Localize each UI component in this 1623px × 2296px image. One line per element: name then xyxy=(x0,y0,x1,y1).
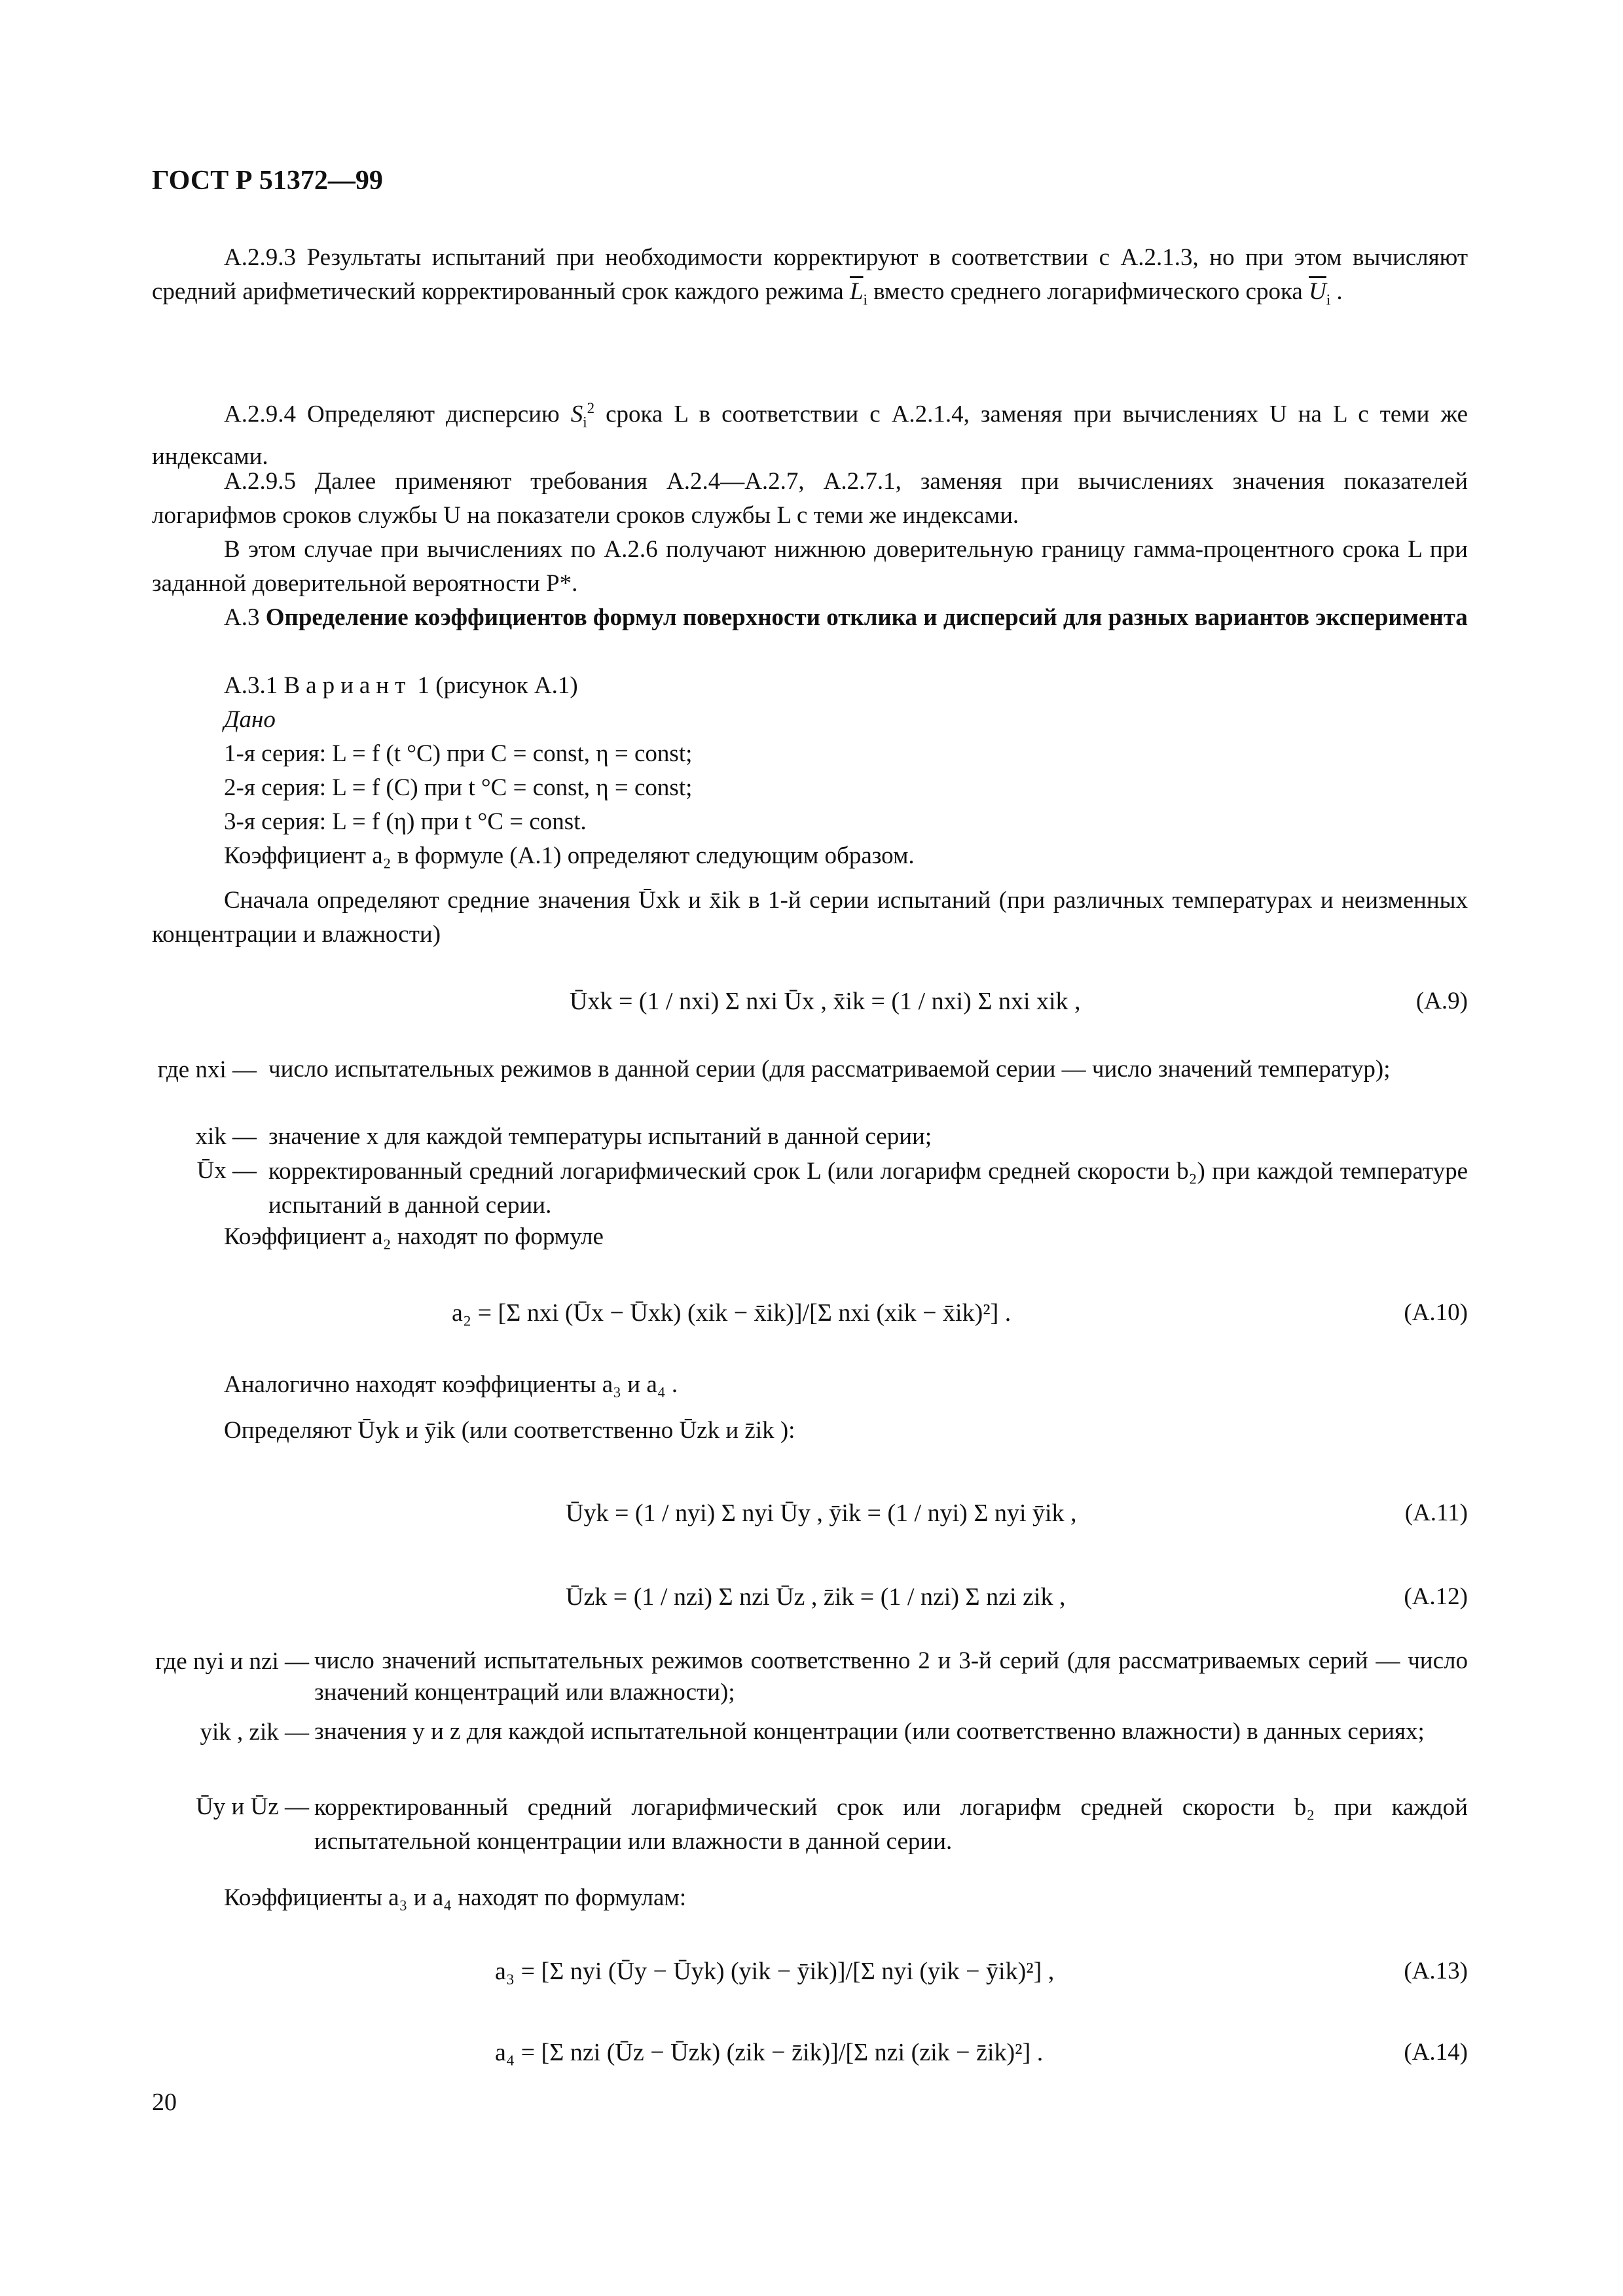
paragraph-a293-text-a: А.2.9.3 Результаты испытаний при необходимости корректируют в соответствии с А.2.1.3, но при этом вычисляют средний арифметический корректированный срок каждого режима xyxy=(152,244,1468,305)
document-header: ГОСТ Р 51372—99 xyxy=(152,166,383,196)
coefficient-a2-intro: Коэффициент a₂ в формуле (А.1) определяют следующим образом. xyxy=(224,842,915,869)
equation-a9-number: (А.9) xyxy=(1415,988,1468,1014)
subsection-a31-word: Вариант xyxy=(283,672,412,699)
symbol-s-sup: 2 xyxy=(587,400,595,416)
page-number: 20 xyxy=(152,2089,177,2116)
equation-a10-number: (А.10) xyxy=(1404,1299,1468,1326)
paragraph-a293 xyxy=(152,241,1468,317)
definition-desc-uy-uz: корректированный средний логарифмический срок или логарифм средней скорости b₂ при каждой испытательной концентрации или влажности в данной серии. xyxy=(314,1794,1468,1855)
given-label-text: Дано xyxy=(224,706,276,733)
equation-a14: a₄ = [Σ nzi (Ūz − Ūzk) (zik − z̄ik)]/[Σ nzi (zik − z̄ik)²] . xyxy=(495,2039,1044,2066)
definition-term-nyi-nzi: где nyi и nzi — xyxy=(155,1648,309,1675)
symbol-u-bar-sub: i xyxy=(1326,291,1331,308)
paragraph-means: Сначала определяют средние значения Ūxk и x̄ik в 1-й серии испытаний (при различных температурах и неизменных концентрации и влажности) xyxy=(152,887,1468,948)
symbol-u-bar: $\overline{U}$ xyxy=(1309,278,1326,305)
subsection-a31-number: А.3.1 xyxy=(224,672,278,699)
section-a3-title: Определение коэффициентов формул поверхности отклика и дисперсий для разных вариантов эксперимента xyxy=(265,604,1468,631)
definition-term-ux: Ūx — xyxy=(196,1157,257,1184)
symbol-s: S xyxy=(570,401,583,428)
coefficients-a3-a4-formulas-intro: Коэффициенты a₃ и a₄ находят по формулам: xyxy=(224,1884,687,1911)
series-3: 3-я серия: L = f (η) при t °C = const. xyxy=(224,808,587,835)
paragraph-a294-text-a: А.2.9.4 Определяют дисперсию xyxy=(224,401,560,428)
coefficients-a3-a4-intro: Аналогично находят коэффициенты a₃ и a₄ . xyxy=(224,1371,678,1398)
definition-desc-nxi: число испытательных режимов в данной серии (для рассматриваемой серии — число значений температур); xyxy=(268,1056,1391,1083)
determine-yk-zk: Определяют Ūyk и ȳik (или соответственно Ūzk и z̄ik ): xyxy=(224,1417,795,1444)
definition-term-uy-uz: Ūy и Ūz — xyxy=(196,1793,309,1820)
equation-a12: Ūzk = (1 / nzi) Σ nzi Ūz , z̄ik = (1 / nzi) Σ nzi zik , xyxy=(566,1583,1066,1611)
series-1: 1-я серия: L = f (t °C) при C = const, η = const; xyxy=(224,740,693,767)
paragraph-gamma: В этом случае при вычислениях по А.2.6 получают нижнюю доверительную границу гамма-процентного срока L при заданной доверительной вероятности P*. xyxy=(152,536,1468,597)
paragraph-a293-text-b: вместо среднего логарифмического срока xyxy=(873,278,1303,305)
equation-a10: a₂ = [Σ nxi (Ūx − Ūxk) (xik − x̄ik)]/[Σ nxi (xik − x̄ik)²] . xyxy=(452,1299,1012,1327)
equation-a12-number: (А.12) xyxy=(1404,1583,1468,1610)
definition-desc-yik-zik: значения y и z для каждой испытательной концентрации (или соответственно влажности) в данных сериях; xyxy=(314,1718,1425,1745)
equation-a13-number: (А.13) xyxy=(1404,1958,1468,1984)
definition-term-xik: xik — xyxy=(195,1123,257,1150)
definition-desc-nyi-nzi: число значений испытательных режимов соответственно 2 и 3-й серий (для рассматриваемых серий — число значений концентраций или влажности); xyxy=(314,1647,1468,1706)
equation-a9: Ūxk = (1 / nxi) Σ nxi Ūx , x̄ik = (1 / nxi) Σ nxi xik , xyxy=(570,988,1081,1015)
definition-desc-xik: значение x для каждой температуры испытаний в данной серии; xyxy=(268,1123,932,1150)
subsection-a31 xyxy=(224,669,578,703)
paragraph-a294-text-b: срока L в соответствии с А.2.1.4, заменяя при вычислениях U на L с теми же индексами. xyxy=(152,401,1468,470)
section-a3-number: А.3 xyxy=(224,604,260,631)
symbol-l-bar-sub: i xyxy=(863,291,867,308)
paragraph-a295: А.2.9.5 Далее применяют требования А.2.4—А.2.7, А.2.7.1, заменяя при вычислениях значения показателей логарифмов сроков службы U на показатели сроков службы L с теми же индексами. xyxy=(152,468,1468,529)
paragraph-a294 xyxy=(152,391,1468,474)
paragraph-a293-text-c: . xyxy=(1336,278,1343,305)
equation-a14-number: (А.14) xyxy=(1404,2039,1468,2066)
equation-a11: Ūyk = (1 / nyi) Σ nyi Ūy , ȳik = (1 / nyi) Σ nyi ȳik , xyxy=(566,1499,1077,1527)
symbol-s-sub: i xyxy=(583,414,587,431)
section-a3-heading xyxy=(152,601,1468,635)
definition-desc-ux: корректированный средний логарифмический срок L (или логарифм средней скорости b₂) при каждой температуре испытаний в данной серии. xyxy=(268,1158,1468,1219)
symbol-l-bar: $\overline{L}$ xyxy=(849,278,864,305)
equation-a11-number: (А.11) xyxy=(1404,1499,1468,1526)
definition-term-yik-zik: yik , zik — xyxy=(200,1719,309,1746)
series-2: 2-я серия: L = f (C) при t °C = const, η = const; xyxy=(224,774,693,801)
equation-a13: a₃ = [Σ nyi (Ūy − Ūyk) (yik − ȳik)]/[Σ nyi (yik − ȳik)²] , xyxy=(495,1958,1055,1985)
definition-term-nxi: где nxi — xyxy=(157,1056,257,1083)
given-label xyxy=(224,703,276,737)
coefficient-a2-formula-intro: Коэффициент a₂ находят по формуле xyxy=(224,1223,604,1250)
subsection-a31-rest: 1 (рисунок А.1) xyxy=(417,672,578,699)
